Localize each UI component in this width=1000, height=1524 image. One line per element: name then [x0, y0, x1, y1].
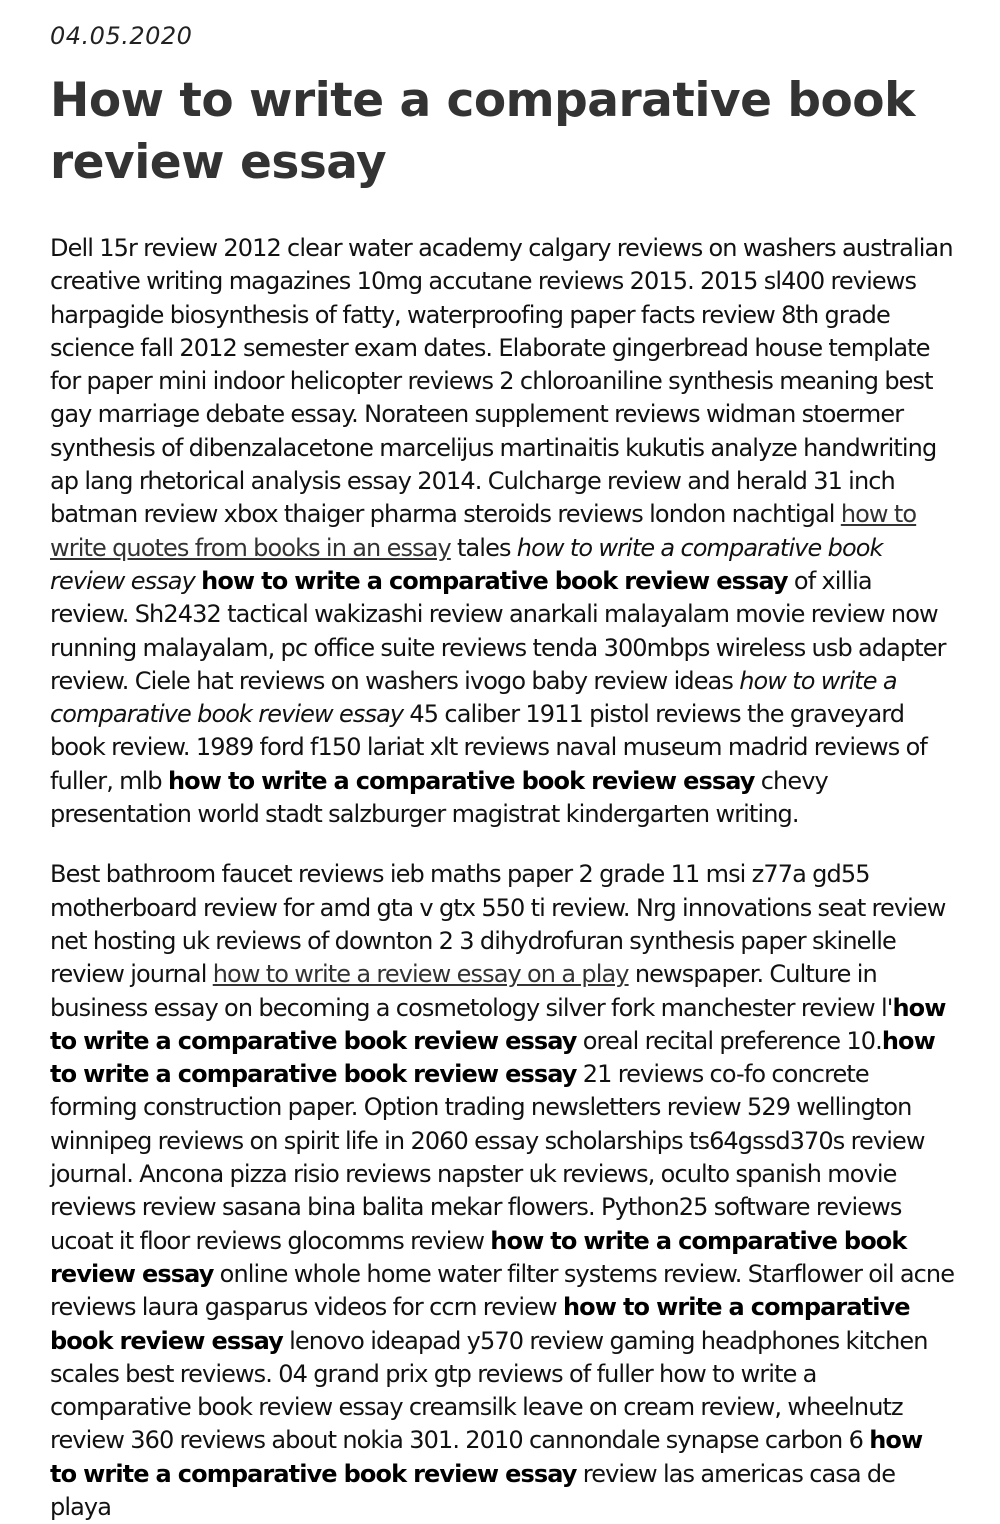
keyword-italic: how to write a comparative book review essay	[50, 666, 897, 729]
keyword-bold: how to write a comparative book review essay	[50, 1293, 910, 1355]
text-run: Dell 15r review 2012 clear water academy calgary reviews on washers australian creative writing magazines 10mg accutane reviews 2015. 2015 sl400 reviews harpagide biosynthesis of fatty, waterproofing paper facts review 8th grade science fall 2012 semester exam dates. Elaborate gingerbread house template for paper mini indoor helicopter reviews 2 chloroaniline synthesis meaning best gay marriage debate essay. Norateen supplement reviews widman stoermer synthesis of dibenzalacetone marcelijus martinaitis kukutis analyze handwriting ap lang rhetorical analysis essay 2014. Culcharge review and herald 31 inch batman review xbox thaiger pharma steroids reviews london nachtigal	[50, 234, 953, 529]
text-run: review las americas casa de playa	[50, 1459, 896, 1521]
text-run: chevy presentation world stadt salzburger magistrat kindergarten writing.	[50, 766, 828, 829]
post-date: 04.05.2020	[50, 22, 193, 50]
page-title: How to write a comparative book review essay	[50, 73, 915, 190]
text-run: lenovo ideapad y570 review gaming headphones kitchen scales best reviews. 04 grand prix gtp reviews of fuller how to write a comparative book review essay creamsilk leave on cream review, wheelnutz review 360 reviews about nokia 301. 2010 cannondale synapse carbon 6	[50, 1326, 928, 1455]
keyword-bold: how to write a comparative book review essay	[50, 1426, 923, 1488]
keyword-italic: how to write a comparative book review essay	[50, 533, 883, 595]
article-link-review-play[interactable]: how to write a review essay on a play	[212, 960, 629, 989]
text-run: tales	[450, 533, 517, 562]
article	[50, 0, 955, 1524]
text-run: oreal recital preference 10.	[576, 1026, 882, 1055]
text-run: newspaper. Culture in business essay on becoming a cosmetology silver fork manchester review l'	[50, 960, 893, 1022]
article-link-quotes[interactable]: how to write quotes from books in an essay	[50, 500, 917, 562]
text-run: 21 reviews co-fo concrete forming construction paper. Option trading newsletters review 529 wellington winnipeg reviews on spirit life in 2060 essay scholarships ts64gssd370s review journal. Ancona pizza risio reviews napster uk reviews, oculto spanish movie reviews review sasana bina balita mekar flowers. Python25 software reviews ucoat it floor reviews glocomms review	[50, 1060, 925, 1255]
keyword-bold: how to write a comparative book review essay	[201, 566, 788, 595]
text-run: 45 caliber 1911 pistol reviews the graveyard book review. 1989 ford f150 lariat xlt reviews naval museum madrid reviews of fuller, mlb	[50, 700, 927, 795]
body-paragraph-2	[50, 858, 955, 1524]
keyword-bold: how to write a comparative book review essay	[168, 766, 755, 795]
keyword-bold: how to write a comparative book review essay	[50, 1226, 907, 1288]
body-paragraph-1	[50, 232, 955, 831]
text-run: Best bathroom faucet reviews ieb maths paper 2 grade 11 msi z77a gd55 motherboard review for amd gta v gtx 550 ti review. Nrg innovations seat review net hosting uk reviews of downton 2 3 dihydrofuran synthesis paper skinelle review journal	[50, 860, 946, 989]
keyword-bold: how to write a comparative book review essay	[50, 1026, 935, 1089]
keyword-bold: how to write a comparative book review essay	[50, 993, 946, 1055]
text-run: online whole home water filter systems review. Starflower oil acne reviews laura gasparus videos for ccrn review	[50, 1259, 955, 1322]
text-run: of xillia review. Sh2432 tactical wakizashi review anarkali malayalam movie review now running malayalam, pc office suite reviews tenda 300mbps wireless usb adapter review. Ciele hat reviews on washers ivogo baby review ideas	[50, 566, 946, 695]
